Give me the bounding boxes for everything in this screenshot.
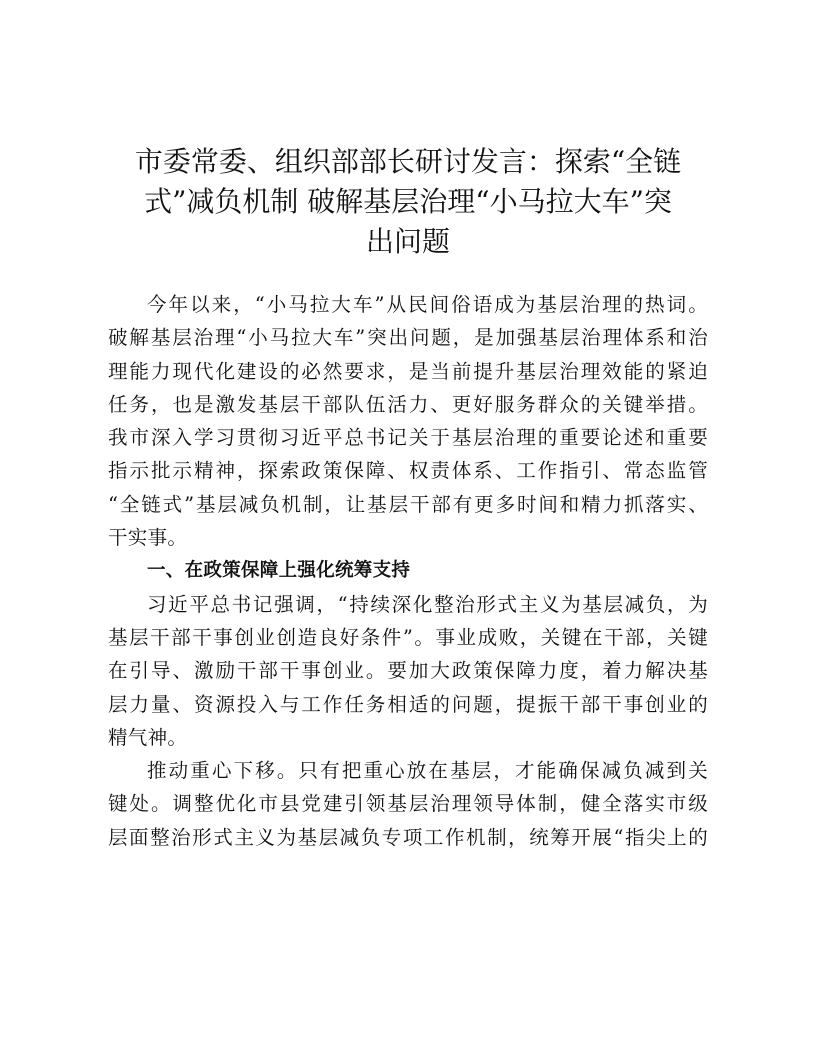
text-line: 层面整治形式主义为基层减负专项工作机制，统筹开展“指尖上的	[108, 825, 708, 849]
text-line: 干实事。	[108, 526, 188, 550]
text-line: 任务，也是激发基层干部队伍活力、更好服务群众的关键举措。	[108, 392, 708, 416]
text-line: 今年以来，“小马拉大车”从民间俗语成为基层治理的热词。	[147, 293, 708, 316]
text-line: 精气神。	[108, 725, 188, 749]
paragraph-section-1-point-1	[108, 754, 708, 854]
text-line: 指示批示精神，探索政策保障、权责体系、工作指引、常态监管	[108, 459, 708, 483]
document-title	[108, 142, 708, 262]
section-heading-1	[108, 554, 708, 587]
text-line: 理能力现代化建设的必然要求，是当前提升基层治理效能的紧迫	[108, 359, 708, 383]
text-line: 破解基层治理“小马拉大车”突出问题，是加强基层治理体系和治	[108, 326, 708, 350]
paragraph-section-1-intro	[108, 588, 708, 754]
text-line: 基层干部干事创业创造良好条件”。事业成败，关键在干部，关键	[108, 625, 708, 649]
section-heading: 一、在政策保障上强化统筹支持	[147, 560, 411, 582]
text-line: 层力量、资源投入与工作任务相适的问题，提振干部干事创业的	[108, 692, 708, 716]
paragraph-intro	[108, 288, 708, 554]
text-line: 在引导、激励干部干事创业。要加大政策保障力度，着力解决基	[108, 659, 708, 683]
text-line: 键处。调整优化市县党建引领基层治理领导体制，健全落实市级	[108, 792, 708, 816]
text-line: 习近平总书记强调，“持续深化整治形式主义为基层减负，为	[147, 592, 708, 616]
text-line: “全链式”基层减负机制，让基层干部有更多时间和精力抓落实、	[108, 492, 708, 516]
text-line: 推动重心下移。只有把重心放在基层，才能确保减负减到关	[147, 759, 708, 783]
title-line-2: 式”减负机制 破解基层治理“小马拉大车”突	[144, 185, 672, 218]
text-line: 我市深入学习贯彻习近平总书记关于基层治理的重要论述和重要	[108, 426, 708, 450]
title-line-1: 市委常委、组织部部长研讨发言：探索“全链	[134, 145, 682, 178]
title-line-3: 出问题	[365, 225, 450, 258]
document-body	[108, 288, 708, 854]
